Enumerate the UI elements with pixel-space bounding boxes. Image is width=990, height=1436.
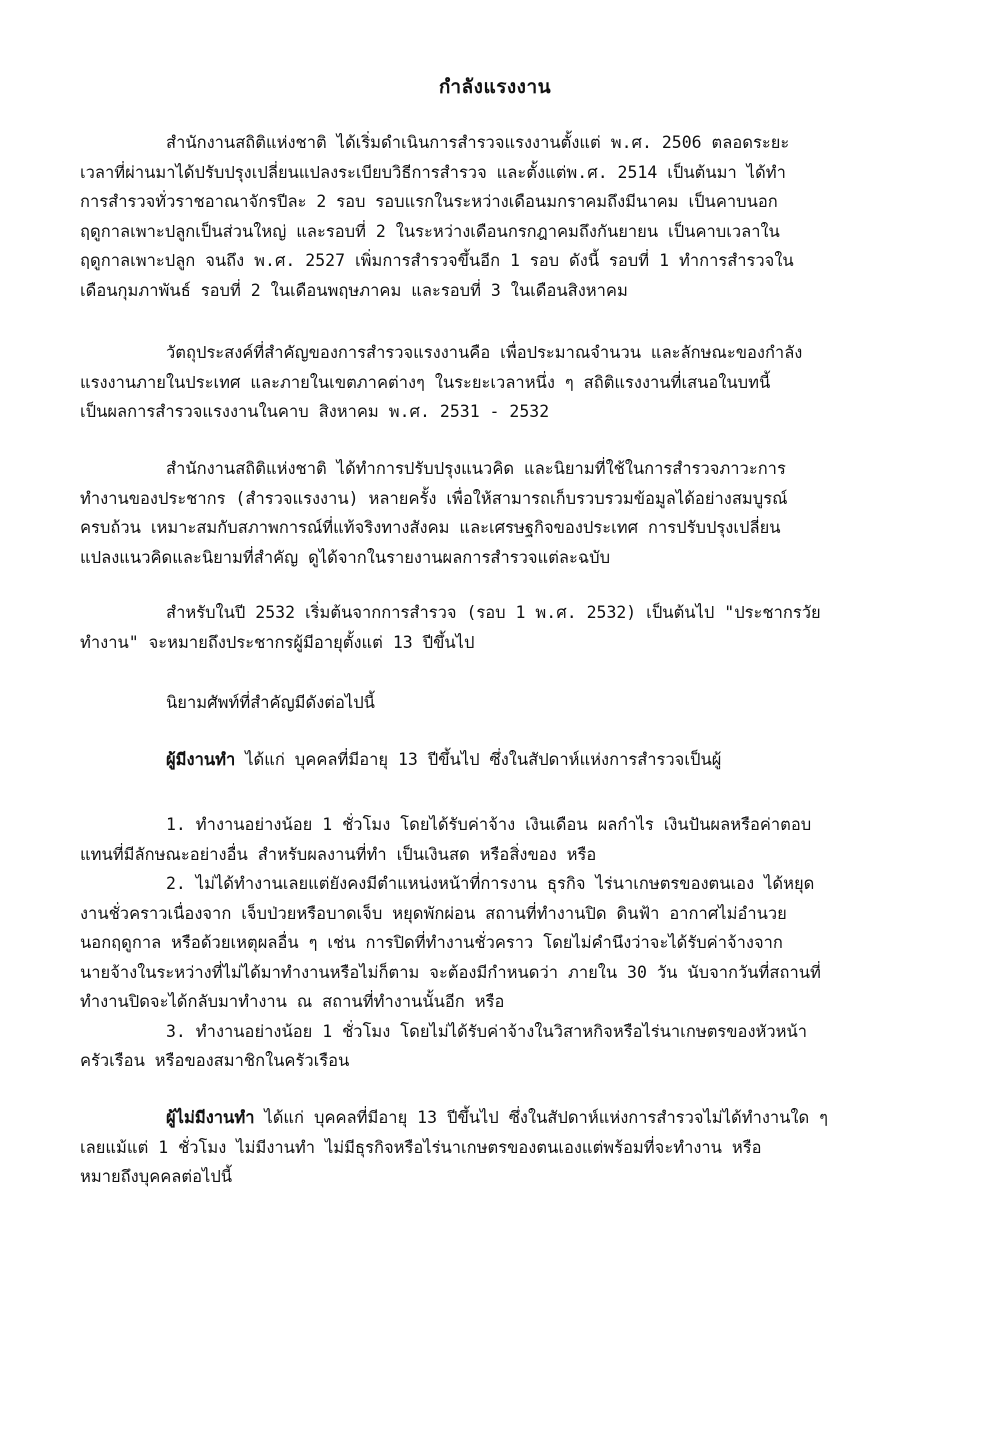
page-title: กำลังแรงงาน (438, 76, 552, 98)
text-line: สำหรับในปี 2532 เริ่มต้นจากการสำรวจ (รอบ 1 พ.ศ. 2532) เป็นต้นไป "ประชากรวัย (166, 603, 821, 622)
text-line: งานชั่วคราวเนื่องจาก เจ็บป่วยหรือบาดเจ็บ หยุดพักผ่อน สถานที่ทำงานปิด ดินฟ้า อากาศไม่อำนวย (80, 903, 787, 923)
text-line: นายจ้างในระหว่างที่ไม่ได้มาทำงานหรือไม่ก็ตาม จะต้องมีกำหนดว่า ภายใน 30 วัน นับจากวันที่สถานที่ (80, 962, 821, 982)
text-line: เป็นผลการสำรวจแรงงานในคาบ สิงหาคม พ.ศ. 2531 - 2532 (80, 402, 550, 421)
text-line: แปลงแนวคิดและนิยามที่สำคัญ ดูได้จากในรายงานผลการสำรวจแต่ละฉบับ (80, 547, 611, 567)
paragraph-survey-history (80, 128, 912, 305)
paragraph-concept-revisions (80, 454, 912, 572)
text-line: ทำงานของประชากร (สำรวจแรงงาน) หลายครั้ง เพื่อให้สามารถเก็บรวบรวมข้อมูลได้อย่างสมบูรณ์ (80, 488, 788, 508)
definition-text: ได้แก่ บุคคลที่มีอายุ 13 ปีขึ้นไป ซึ่งในสัปดาห์แห่งการสำรวจไม่ได้ทำงานใด ๆ (254, 1108, 829, 1127)
text-line (80, 1103, 912, 1133)
text-line: แรงงานภายในประเทศ และภายในเขตภาคต่างๆ ในระยะเวลาหนึ่ง ๆ สถิติแรงงานที่เสนอในบทนี้ (80, 372, 771, 392)
text-line: นอกฤดูกาล หรือด้วยเหตุผลอื่น ๆ เช่น การปิดที่ทำงานชั่วคราว โดยไม่คำนึงว่าจะได้รับค่าจ้างจาก (80, 933, 783, 952)
text-line: ครบถ้วน เหมาะสมกับสภาพการณ์ที่แท้จริงทางสังคม และเศรษฐกิจของประเทศ การปรับปรุงเปลี่ยน (80, 518, 781, 537)
text-line: การสำรวจทั่วราชอาณาจักรปีละ 2 รอบ รอบแรกในระหว่างเดือนมกราคมถึงมีนาคม เป็นคาบนอก (80, 192, 778, 211)
text-line: แทนที่มีลักษณะอย่างอื่น สำหรับผลงานที่ทำ เป็นเงินสด หรือสิ่งของ หรือ (80, 844, 597, 864)
paragraph-unemployed-definition (80, 1103, 912, 1192)
paragraph-employed-definition (80, 745, 912, 775)
text-line: เดือนกุมภาพันธ์ รอบที่ 2 ในเดือนพฤษภาคม และรอบที่ 3 ในเดือนสิงหาคม (80, 280, 628, 300)
paragraph-objectives (80, 338, 912, 427)
term-unemployed: ผู้ไม่มีงานทำ (166, 1108, 255, 1127)
text-line: นิยามศัพท์ที่สำคัญมีดังต่อไปนี้ (166, 693, 375, 712)
paragraph-working-age (80, 598, 912, 657)
text-line: ทำงาน" จะหมายถึงประชากรผู้มีอายุตั้งแต่ 13 ปีขึ้นไป (80, 632, 475, 652)
term-employed: ผู้มีงานทำ (166, 750, 236, 769)
criterion-1-line: 1. ทำงานอย่างน้อย 1 ชั่วโมง โดยได้รับค่าจ้าง เงินเดือน ผลกำไร เงินปันผลหรือค่าตอบ (166, 815, 812, 834)
text-line (80, 745, 912, 775)
text-line: ฤดูกาลเพาะปลูก จนถึง พ.ศ. 2527 เพิ่มการสำรวจขึ้นอีก 1 รอบ ดังนี้ รอบที่ 1 ทำการสำรวจใน (80, 251, 794, 270)
criterion-3-line: 3. ทำงานอย่างน้อย 1 ชั่วโมง โดยไม่ได้รับค่าจ้างในวิสาหกิจหรือไร่นาเกษตรของหัวหน้า (166, 1021, 808, 1041)
text-line: สำนักงานสถิติแห่งชาติ ได้ทำการปรับปรุงแนวคิด และนิยามที่ใช้ในการสำรวจภาวะการ (166, 459, 786, 478)
paragraph-definitions-intro (80, 688, 912, 718)
text-line: หมายถึงบุคคลต่อไปนี้ (80, 1167, 233, 1186)
text-line: ฤดูกาลเพาะปลูกเป็นส่วนใหญ่ และรอบที่ 2 ในระหว่างเดือนกรกฎาคมถึงกันยายน เป็นคาบเวลาใน (80, 221, 780, 241)
paragraph-employed-criteria (80, 810, 912, 1076)
definition-text: ได้แก่ บุคคลที่มีอายุ 13 ปีขึ้นไป ซึ่งในสัปดาห์แห่งการสำรวจเป็นผู้ (235, 750, 722, 769)
text-line: เลยแม้แต่ 1 ชั่วโมง ไม่มีงานทำ ไม่มีธุรกิจหรือไร่นาเกษตรของตนเองแต่พร้อมที่จะทำงาน หรือ (80, 1137, 762, 1157)
criterion-2-line: 2. ไม่ได้ทำงานเลยแต่ยังคงมีตำแหน่งหน้าที่การงาน ธุรกิจ ไร่นาเกษตรของตนเอง ได้หยุด (166, 874, 815, 893)
text-line: ครัวเรือน หรือของสมาชิกในครัวเรือน (80, 1051, 350, 1070)
text-line: วัตถุประสงค์ที่สำคัญของการสำรวจแรงงานคือ เพื่อประมาณจำนวน และลักษณะของกำลัง (166, 343, 803, 362)
text-line: ทำงานปิดจะได้กลับมาทำงาน ณ สถานที่ทำงานนั้นอีก หรือ (80, 992, 505, 1011)
text-line: เวลาที่ผ่านมาได้ปรับปรุงเปลี่ยนแปลงระเบียบวิธีการสำรวจ และตั้งแต่พ.ศ. 2514 เป็นต้นมา ได้ทำ (80, 162, 786, 182)
text-line: สำนักงานสถิติแห่งชาติ ได้เริ่มดำเนินการสำรวจแรงงานตั้งแต่ พ.ศ. 2506 ตลอดระยะ (166, 133, 790, 152)
